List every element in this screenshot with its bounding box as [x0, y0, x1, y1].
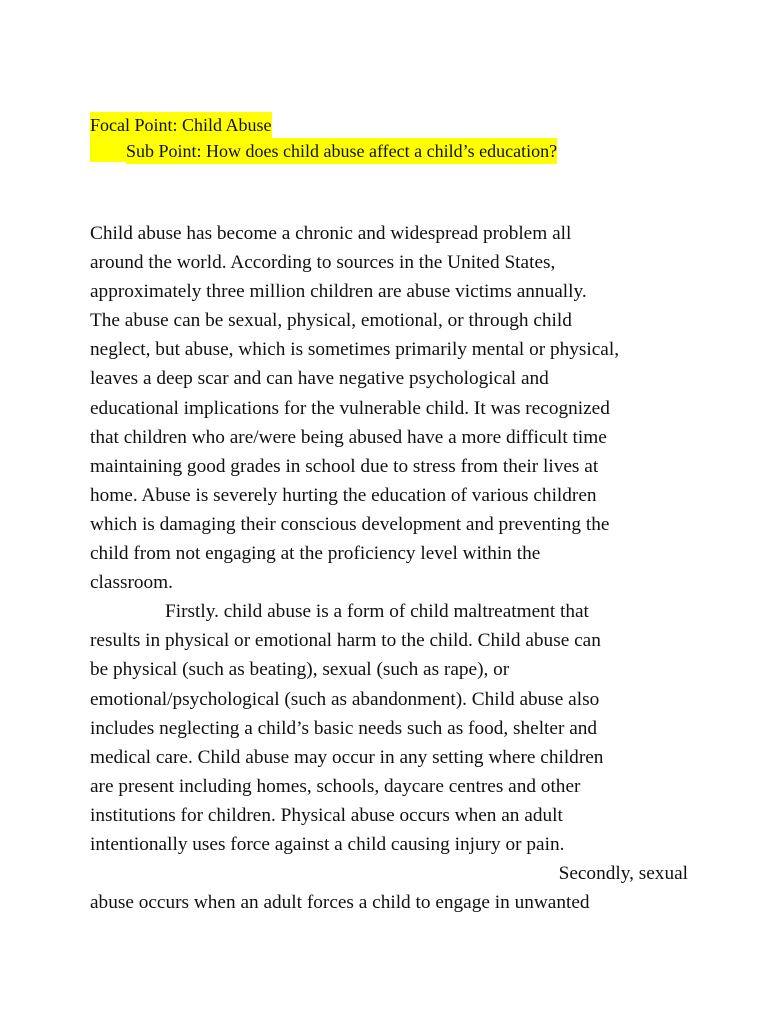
- focal-point-heading: Focal Point: Child Abuse: [90, 112, 272, 138]
- text-line: abuse occurs when an adult forces a child to engage in unwanted: [90, 892, 590, 914]
- heading-block: [90, 112, 557, 164]
- text-line: around the world. According to sources in the United States,: [90, 252, 556, 274]
- text-line: intentionally uses force against a child causing injury or pain.: [90, 833, 565, 855]
- text-line-indented: [90, 597, 690, 626]
- sub-point-heading: Sub Point: How does child abuse affect a child’s education?: [126, 138, 557, 164]
- text-line: home. Abuse is severely hurting the education of various children: [90, 484, 597, 506]
- text-line: child from not engaging at the proficiency level within the: [90, 543, 541, 565]
- paragraph-secondly: [90, 859, 690, 917]
- text-line: emotional/psychological (such as abandonment). Child abuse also: [90, 688, 600, 710]
- text-line: classroom.: [90, 572, 173, 594]
- text-line: results in physical or emotional harm to the child. Child abuse can: [90, 630, 601, 652]
- text-line: approximately three million children are abuse victims annually.: [90, 281, 587, 303]
- text-line: which is damaging their conscious development and preventing the: [90, 513, 610, 535]
- text-line: Child abuse has become a chronic and widespread problem all: [90, 223, 572, 244]
- text-line: Firstly. child abuse is a form of child maltreatment that: [165, 601, 589, 623]
- text-line: are present including homes, schools, daycare centres and other: [90, 775, 581, 797]
- text-line: leaves a deep scar and can have negative psychological and: [90, 368, 549, 390]
- sub-point-line: [90, 138, 557, 164]
- text-line: maintaining good grades in school due to stress from their lives at: [90, 455, 599, 477]
- text-line: The abuse can be sexual, physical, emotional, or through child: [90, 310, 572, 332]
- text-line: neglect, but abuse, which is sometimes primarily mental or physical,: [90, 339, 620, 361]
- text-line: institutions for children. Physical abuse occurs when an adult: [90, 804, 563, 826]
- focal-point-line: [90, 112, 557, 138]
- text-line: includes neglecting a child’s basic needs such as food, shelter and: [90, 717, 598, 739]
- text-line: educational implications for the vulnerable child. It was recognized: [90, 397, 610, 419]
- text-line: that children who are/were being abused have a more difficult time: [90, 426, 607, 448]
- body-text: [90, 219, 690, 917]
- text-line: be physical (such as beating), sexual (such as rape), or: [90, 659, 510, 681]
- text-line-right-aligned: Secondly, sexual: [558, 863, 688, 885]
- paragraph-intro: [90, 219, 690, 597]
- sub-point-indent-highlight: [90, 138, 126, 162]
- text-line: medical care. Child abuse may occur in any setting where children: [90, 746, 604, 768]
- paragraph-firstly: [90, 597, 690, 859]
